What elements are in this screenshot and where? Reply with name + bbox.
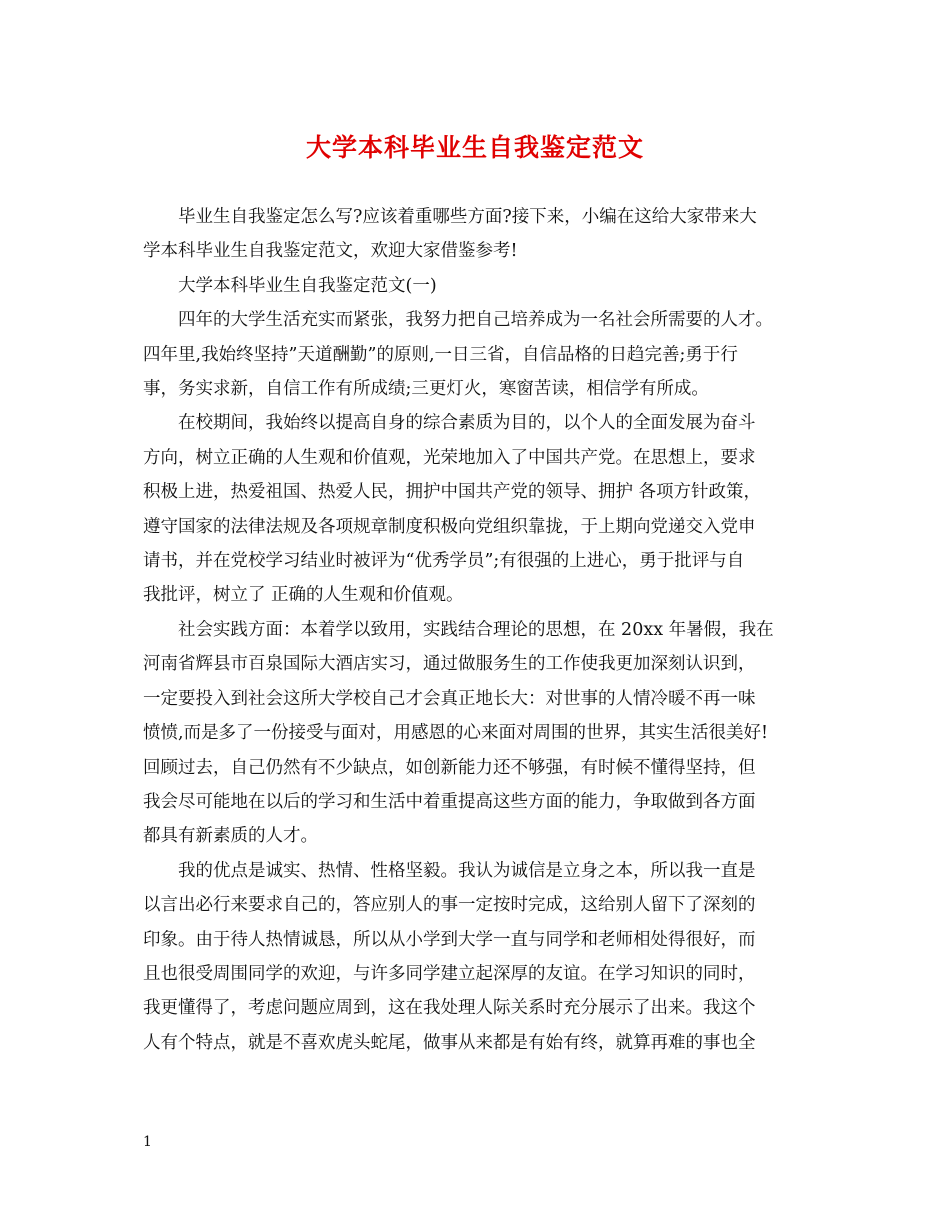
paragraph-line: 愤愤,而是多了一份接受与面对，用感恩的心来面对周围的世界，其实生活很美好! <box>143 723 769 744</box>
document-body <box>143 200 811 1060</box>
paragraph-line: 都具有新素质的人才。 <box>143 826 318 847</box>
document-title: 大学本科毕业生自我鉴定范文 <box>305 133 644 162</box>
paragraph-line: 回顾过去，自己仍然有不少缺点，如创新能力还不够强，有时候不懂得坚持，但 <box>143 757 756 778</box>
paragraph-line: 一定要投入到社会这所大学校自己才会真正地长大：对世事的人情冷暖不再一味 <box>143 688 756 709</box>
paragraph-line: 积极上进，热爱祖国、热爱人民，拥护中国共产党的领导、拥护 各项方针政策， <box>143 482 762 503</box>
paragraph-line: 我会尽可能地在以后的学习和生活中着重提高这些方面的能力，争取做到各方面 <box>143 791 756 812</box>
paragraph <box>143 303 811 406</box>
paragraph-line: 四年里,我始终坚持”天道酬勤”的原则,一日三省，自信品格的日趋完善;勇于行 <box>143 344 738 365</box>
paragraph-line: 请书，并在党校学习结业时被评为“优秀学员”;有很强的上进心，勇于批评与自 <box>143 551 745 572</box>
paragraph <box>143 406 811 612</box>
section-heading <box>143 269 811 303</box>
paragraph-line: 方向，树立正确的人生观和价值观，光荣地加入了中国共产党。在思想上，要求 <box>143 447 756 468</box>
paragraph-line: 遵守国家的法律法规及各项规章制度积极向党组织靠拢，于上期向党递交入党申 <box>143 516 756 537</box>
paragraph-line: 人有个特点，就是不喜欢虎头蛇尾，做事从来都是有始有终，就算再难的事也全 <box>143 1032 756 1053</box>
page-number: 1 <box>143 1134 152 1150</box>
paragraph <box>143 613 811 854</box>
paragraph <box>143 854 811 1060</box>
paragraph-line: 社会实践方面：本着学以致用，实践结合理论的思想，在 20xx 年暑假，我在 <box>178 619 774 640</box>
paragraph-line: 学本科毕业生自我鉴定范文，欢迎大家借鉴参考! <box>143 241 518 262</box>
paragraph-line: 毕业生自我鉴定怎么写?应该着重哪些方面?接下来，小编在这给大家带来大 <box>178 207 757 227</box>
paragraph-line: 四年的大学生活充实而紧张，我努力把自己培养成为一名社会所需要的人才。 <box>178 310 773 331</box>
paragraph-line: 大学本科毕业生自我鉴定范文(一) <box>178 275 437 296</box>
paragraph-line: 在校期间，我始终以提高自身的综合素质为目的，以个人的全面发展为奋斗 <box>178 413 756 434</box>
paragraph-line: 我的优点是诚实、热情、性格坚毅。我认为诚信是立身之本，所以我一直是 <box>178 860 756 881</box>
paragraph-line: 且也很受周围同学的欢迎，与许多同学建立起深厚的友谊。在学习知识的同时， <box>143 963 756 984</box>
paragraph-line: 河南省辉县市百泉国际大酒店实习，通过做服务生的工作使我更加深刻认识到， <box>143 654 756 675</box>
paragraph <box>143 200 811 269</box>
paragraph-line: 事，务实求新，自信工作有所成绩;三更灯火，寒窗苦读，相信学有所成。 <box>143 379 709 400</box>
paragraph-line: 我批评，树立了 正确的人生观和价值观。 <box>143 585 464 606</box>
paragraph-line: 印象。由于待人热情诚恳，所以从小学到大学一直与同学和老师相处得很好，而 <box>143 929 756 950</box>
paragraph-line: 以言出必行来要求自己的，答应别人的事一定按时完成，这给别人留下了深刻的 <box>143 895 756 916</box>
paragraph-line: 我更懂得了，考虑问题应周到，这在我处理人际关系时充分展示了出来。我这个 <box>143 998 756 1019</box>
